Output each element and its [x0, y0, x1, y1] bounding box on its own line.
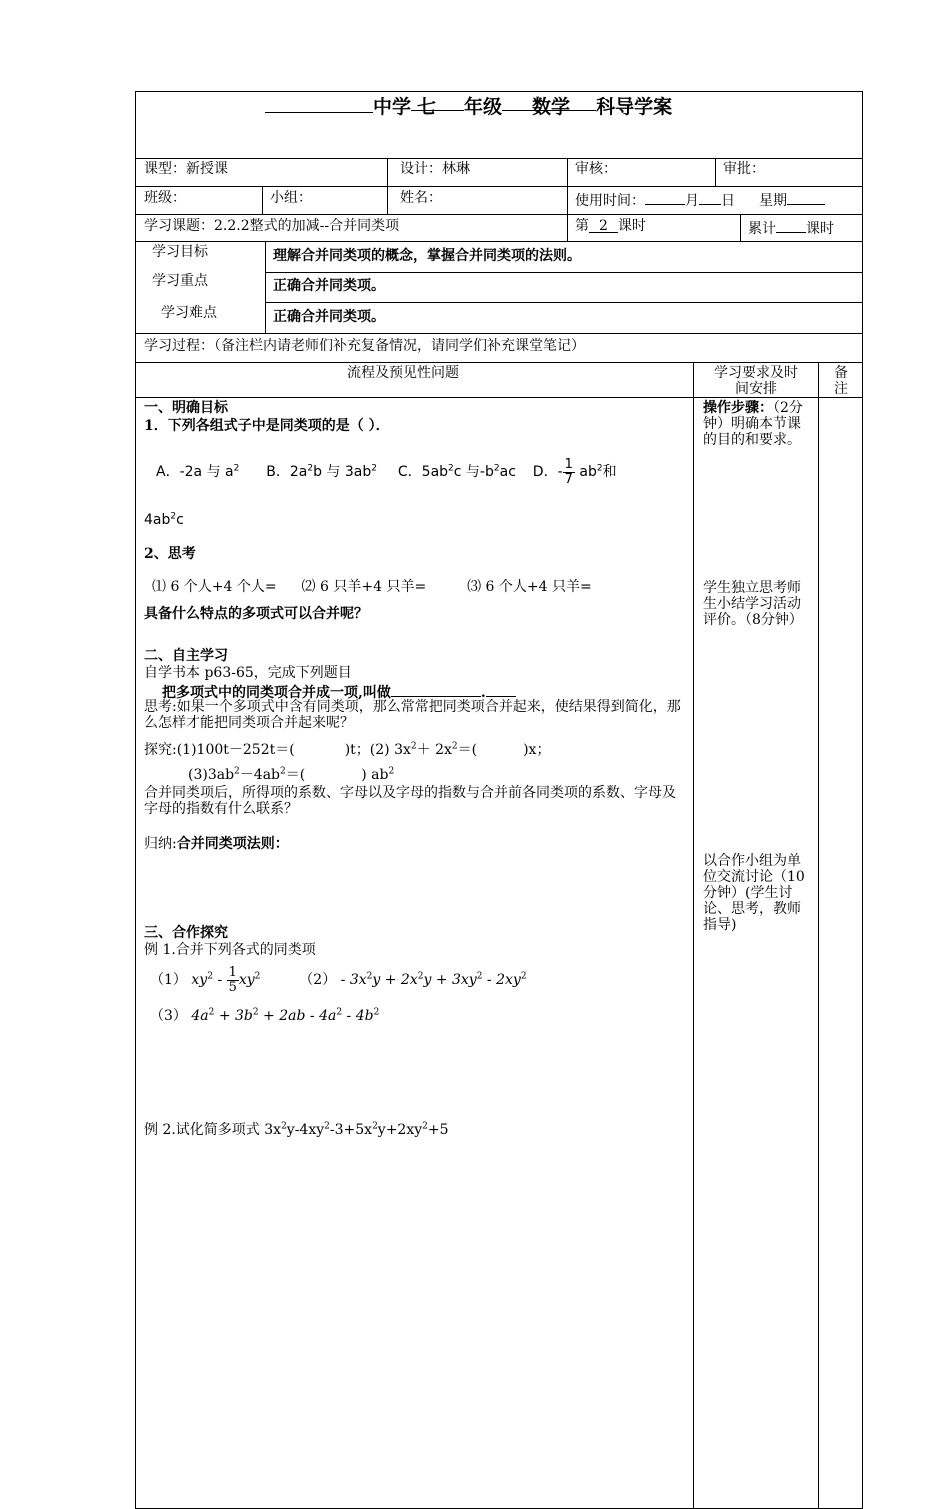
col-divider [693, 362, 694, 1509]
difficulty-label: 学习难点 [161, 305, 217, 321]
side-group-work: 以合作小组为单位交流讨论（10分钟）(学生讨论、思考，教师指导) [703, 853, 805, 933]
row-divider [135, 362, 863, 363]
process-note: 学习过程：（备注栏内请老师们补充复备情况，请同学们补充课堂笔记） [144, 338, 585, 354]
row-divider [135, 397, 863, 398]
lesson-number: 第 2 课时 [575, 218, 646, 234]
row-divider [135, 214, 863, 215]
row-divider [135, 241, 863, 242]
explore-line-2: $(3)3ab^2-4ab^2=$( ) $ab^2$ [188, 766, 395, 783]
focus-text: 正确合并同类项。 [273, 278, 385, 294]
section-think-heading: 2、思考 [144, 546, 196, 562]
explore-line-1: 探究:(1)100t－252t＝( )t；(2) $3x^2+ 2x^2=$( )x； [144, 741, 551, 758]
relation-question: 合并同类项后，所得项的系数、字母以及字母的指数与合并前各同类项的系数、字母及字母的指数有什么联系？ [144, 785, 676, 817]
definition-fill: 把多项式中的同类项合并成一项,叫做 . [162, 682, 516, 701]
example-1-item-1: （1） $xy^2$ - $\frac{1}{5}$ $xy^2$ $(2) - 3x^2y + 2x^2y + 3xy^2 - 2xy^2$ [150, 964, 527, 995]
flow-header: 流程及预见性问题 [347, 365, 459, 381]
row-divider [135, 333, 863, 334]
example-2: 例 2.试化简多项式 $3x^2y-4xy^2-3+5x^2y+2xy^2+5$ [144, 1121, 449, 1138]
col-divider [567, 158, 568, 241]
question-1: 1．下列各组式子中是同类项的是（ ）． [144, 418, 390, 434]
row-divider [135, 186, 863, 187]
title-blank-school [265, 98, 373, 113]
lesson-type: 课型：新授课 [144, 161, 228, 177]
col-divider [387, 158, 388, 214]
title-grade-value: 七 [411, 96, 464, 111]
fraction-one-seventh: $\frac{1}{7}$ [564, 456, 573, 487]
title-subject-value: 数学 [502, 96, 596, 111]
goal-text: 理解合并同类项的概念，掌握合并同类项的法则。 [273, 248, 581, 264]
question-1-options: A．-2a 与 $a^2$ B．$2a^2b$ 与 $3ab^2$ C．$5ab^2c$ 与$-b^2ac$ D．- $\frac{1}{7}$ $ab^2$和 [156, 456, 617, 487]
goal-label: 学习目标 [152, 244, 208, 260]
class-field: 班级： [144, 190, 186, 206]
col-divider [262, 186, 263, 214]
col-divider [715, 158, 716, 186]
name-field: 姓名： [400, 190, 442, 206]
lesson-topic: 学习课题：2.2.2整式的加减--合并同类项 [144, 218, 400, 234]
approver: 审批： [723, 161, 765, 177]
summary-rule: 归纳:合并同类项法则： [144, 836, 289, 852]
focus-label: 学习重点 [152, 273, 208, 289]
col-divider [265, 241, 266, 333]
group-field: 小组： [270, 190, 312, 206]
use-time-field: 使用时间： 月 日 星期 [575, 190, 825, 209]
cumulative-lessons: 累计 课时 [748, 218, 834, 237]
row-divider [265, 272, 863, 273]
merge-question: 具备什么特点的多项式可以合并呢？ [144, 606, 368, 622]
col-divider [818, 362, 819, 1509]
fraction-one-fifth: $\frac{1}{5}$ [228, 964, 237, 995]
think-paragraph: 思考:如果一个多项式中含有同类项，那么常常把同类项合并起来，使结果得到简化，那么怎样才能把同类项合并起来呢？ [144, 699, 681, 731]
requirement-header: 学习要求及时 间安排 [714, 365, 798, 397]
side-operation-steps: 操作步骤：（2分钟）明确本节课的目的和要求。 [703, 400, 803, 448]
section1-heading: 一、明确目标 [144, 400, 228, 416]
row-divider [135, 158, 863, 159]
example-1-title: 例 1.合并下列各式的同类项 [144, 942, 316, 958]
example-1-item-3: （3） $4a^2 + 3b^2 + 2ab - 4a^2 - 4b^2$ [150, 1007, 380, 1024]
notes-header: 备 注 [834, 365, 848, 397]
think-questions: ⑴ 6 个人+4 个人= ⑵ 6 只羊+4 只羊= ⑶ 6 个人+4 只羊= [152, 579, 592, 595]
reviewer: 审核： [575, 161, 617, 177]
section3-heading: 三、合作探究 [144, 925, 228, 941]
side-independent-thinking: 学生独立思考师生小结学习活动评价。（8分钟） [703, 580, 803, 628]
page-title: 中学 七 年级 数学 科导学案 [265, 96, 672, 118]
option-d-continued: $4ab^2c$ [144, 511, 184, 528]
row-divider [265, 302, 863, 303]
section2-heading: 二、自主学习 [144, 648, 228, 664]
difficulty-text: 正确合并同类项。 [273, 309, 385, 325]
col-divider [740, 214, 741, 241]
designer: 设计：林琳 [400, 161, 470, 177]
self-study-instruction: 自学书本 p63-65，完成下列题目 [144, 665, 352, 681]
